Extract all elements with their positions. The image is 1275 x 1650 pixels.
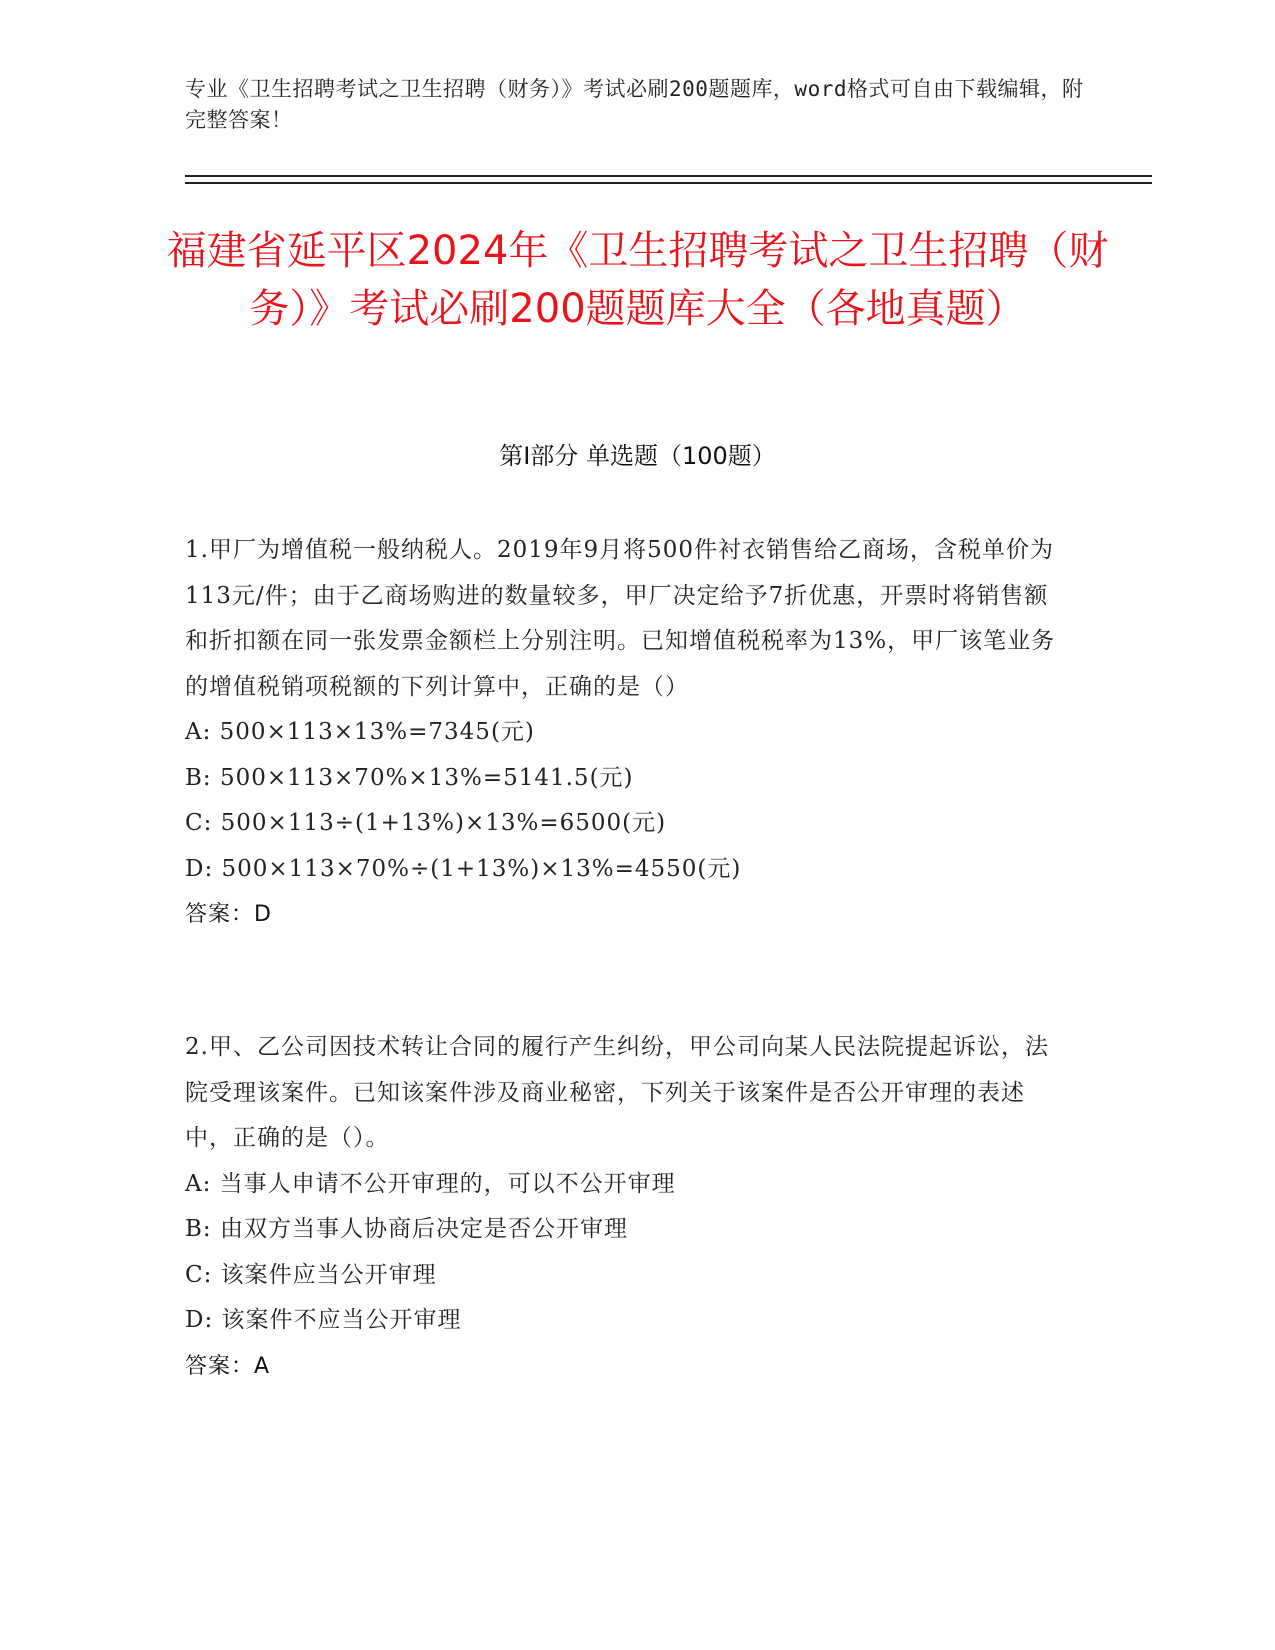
document-title: 福建省延平区2024年《卫生招聘考试之卫生招聘（财务）》考试必刷200题题库大全（各地真题） <box>166 228 1109 332</box>
answer-line: 答案：D <box>185 902 272 927</box>
question-block <box>185 1025 1065 1389</box>
option-d: D: 该案件不应当公开审理 <box>185 1307 462 1333</box>
option-c: C: 该案件应当公开审理 <box>185 1261 437 1288</box>
section-title: 第Ⅰ部分 单选题（100题） <box>499 442 776 470</box>
option-a: A: 500×113×13%=7345(元) <box>185 719 535 745</box>
header-rule-bottom <box>185 182 1152 184</box>
header-rule-top <box>185 175 1152 177</box>
question-stem: 1.甲厂为增值税一般纳税人。2019年9月将500件衬衣销售给乙商场，含税单价为113元/件；由于乙商场购进的数量较多，甲厂决定给予7折优惠，开票时将销售额和折扣额在同一张发票金额栏上分别注明。已知增值税税率为13%，甲厂该笔业务的增值税销项税额的下列计算中，正确的是（） <box>185 537 1056 700</box>
question-block <box>185 528 1065 938</box>
option-a: A: 当事人申请不公开审理的，可以不公开审理 <box>185 1170 676 1197</box>
option-d: D: 500×113×70%÷(1+13%)×13%=4550(元) <box>185 855 742 882</box>
option-b: B: 500×113×70%×13%=5141.5(元) <box>185 764 634 791</box>
option-c: C: 500×113÷(1+13%)×13%=6500(元) <box>185 810 667 836</box>
question-stem: 2.甲、乙公司因技术转让合同的履行产生纠纷，甲公司向某人民法院提起诉讼，法院受理该案件。已知该案件涉及商业秘密，下列关于该案件是否公开审理的表述中，正确的是（）。 <box>185 1034 1049 1151</box>
option-b: B: 由双方当事人协商后决定是否公开审理 <box>185 1216 628 1242</box>
answer-line: 答案：A <box>185 1353 271 1379</box>
header-note: 专业《卫生招聘考试之卫生招聘（财务）》考试必刷200题题库，word格式可自由下载编辑，附完整答案！ <box>185 77 1084 132</box>
